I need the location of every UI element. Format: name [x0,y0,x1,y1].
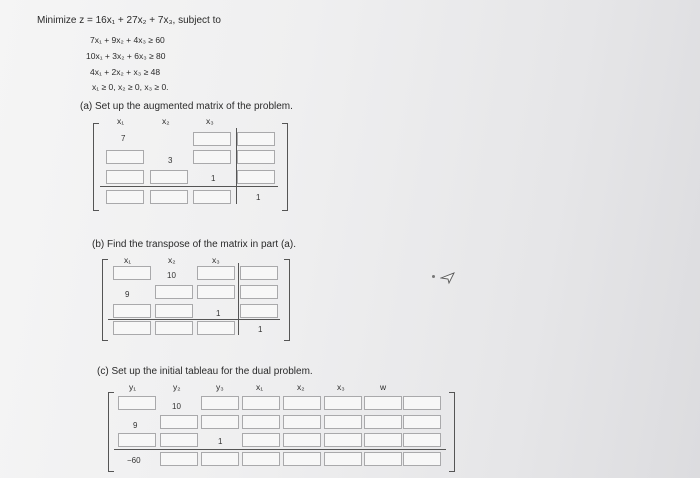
c-cell-r4c4[interactable] [242,452,280,466]
a-right-bracket [282,123,288,211]
b-value-1: 1 [216,309,221,318]
c-header-y1: y₁ [129,382,137,392]
b-cell-r3c2[interactable] [155,304,193,318]
c-cell-r1c4[interactable] [242,396,280,410]
c-value-neg60: −60 [127,456,141,465]
b-value-9: 9 [125,290,130,299]
constraint-3: 4x₁ + 2x₂ + x₃ ≥ 48 [90,67,161,77]
a-cell-r4c2[interactable] [150,190,188,204]
dot-marker [432,275,435,278]
a-cell-r3c2[interactable] [150,170,188,184]
a-cell-r4c1[interactable] [106,190,144,204]
c-cell-r2c7[interactable] [364,415,402,429]
b-cell-r3c1[interactable] [113,304,151,318]
b-cell-r4c3[interactable] [197,321,235,335]
b-cell-r2c2[interactable] [155,285,193,299]
b-cell-r4c2[interactable] [155,321,193,335]
c-cell-r1c5[interactable] [283,396,321,410]
b-value-1b: 1 [258,325,263,334]
b-value-10: 10 [167,271,176,280]
c-cell-r3c5[interactable] [283,433,321,447]
a-header-x1: x₁ [117,116,125,126]
a-cell-r1c4[interactable] [237,132,275,146]
c-value-9: 9 [133,421,138,430]
b-cell-r1c3[interactable] [197,266,235,280]
problem-intro: Minimize z = 16x₁ + 27x₂ + 7x₃, subject to [37,15,221,26]
b-cell-r1c1[interactable] [113,266,151,280]
c-cell-r4c8[interactable] [403,452,441,466]
b-header-x2: x₂ [168,255,176,265]
a-divider-h [100,186,278,187]
a-cell-r2c1[interactable] [106,150,144,164]
c-cell-r2c3[interactable] [201,415,239,429]
c-cell-r1c7[interactable] [364,396,402,410]
c-cell-r2c8[interactable] [403,415,441,429]
c-cell-r2c5[interactable] [283,415,321,429]
c-cell-r2c4[interactable] [242,415,280,429]
a-divider-v [236,128,237,204]
b-header-x3: x₃ [212,255,220,265]
a-value-1b: 1 [256,193,261,202]
c-header-w: w [380,382,387,392]
a-value-3: 3 [168,156,173,165]
c-header-y3: y₃ [216,382,224,392]
c-header-y2: y₂ [173,382,181,392]
b-cell-r3c4[interactable] [240,304,278,318]
b-cell-r2c4[interactable] [240,285,278,299]
c-cell-r4c5[interactable] [283,452,321,466]
a-cell-r4c3[interactable] [193,190,231,204]
c-cell-r1c1[interactable] [118,396,156,410]
a-value-7: 7 [121,134,126,143]
b-cell-r1c4[interactable] [240,266,278,280]
c-cell-r4c7[interactable] [364,452,402,466]
c-value-1: 1 [218,437,223,446]
a-cell-r1c3[interactable] [193,132,231,146]
part-a-title: (a) Set up the augmented matrix of the problem. [80,101,293,112]
c-value-10: 10 [172,402,181,411]
c-header-x1: x₁ [256,382,264,392]
c-cell-r4c6[interactable] [324,452,362,466]
c-cell-r3c8[interactable] [403,433,441,447]
part-b-title: (b) Find the transpose of the matrix in part (a). [92,239,296,250]
nonnegativity: x₁ ≥ 0, x₂ ≥ 0, x₃ ≥ 0. [92,82,169,92]
b-divider-h [108,319,280,320]
b-right-bracket [284,259,290,341]
c-cell-r1c3[interactable] [201,396,239,410]
c-cell-r4c3[interactable] [201,452,239,466]
b-divider-v [238,263,239,335]
a-cell-r3c4[interactable] [237,170,275,184]
c-header-x3: x₃ [337,382,345,392]
b-cell-r2c3[interactable] [197,285,235,299]
c-cell-r1c6[interactable] [324,396,362,410]
c-cell-r2c2[interactable] [160,415,198,429]
c-cell-r3c4[interactable] [242,433,280,447]
c-left-bracket [108,392,114,472]
part-c-title: (c) Set up the initial tableau for the dual problem. [97,366,313,377]
b-header-x1: x₁ [124,255,132,265]
c-cell-r2c6[interactable] [324,415,362,429]
c-cell-r3c7[interactable] [364,433,402,447]
a-cell-r2c4[interactable] [237,150,275,164]
mouse-cursor-icon [440,271,456,290]
a-value-1: 1 [211,174,216,183]
a-cell-r3c1[interactable] [106,170,144,184]
c-right-bracket [449,392,455,472]
a-left-bracket [93,123,99,211]
constraint-1: 7x₁ + 9x₂ + 4x₃ ≥ 60 [90,35,165,45]
c-cell-r3c2[interactable] [160,433,198,447]
c-header-x2: x₂ [297,382,305,392]
b-cell-r4c1[interactable] [113,321,151,335]
b-left-bracket [102,259,108,341]
c-divider-h [114,449,446,450]
constraint-2: 10x₁ + 3x₂ + 6x₃ ≥ 80 [86,51,166,61]
a-header-x2: x₂ [162,116,170,126]
c-cell-r1c8[interactable] [403,396,441,410]
c-cell-r3c6[interactable] [324,433,362,447]
c-cell-r4c2[interactable] [160,452,198,466]
a-cell-r2c3[interactable] [193,150,231,164]
c-cell-r3c1[interactable] [118,433,156,447]
a-header-x3: x₃ [206,116,214,126]
